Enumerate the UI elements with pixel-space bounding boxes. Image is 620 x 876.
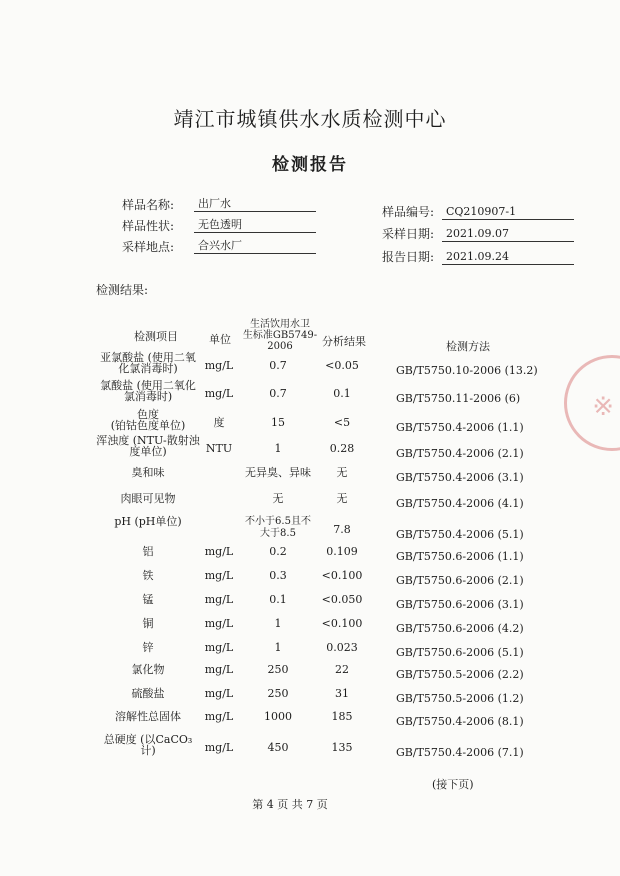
page-footer: 第 4 页 共 7 页 [252, 798, 328, 811]
row-item-line2: 化氯消毒时) [118, 362, 178, 375]
sample-state-value: 无色透明 [194, 218, 316, 233]
row-result: 7.8 [333, 523, 351, 536]
row-item-line1: 亚氯酸盐 (使用二氧 [100, 351, 196, 364]
row-standard: 0.7 [269, 387, 287, 400]
row-method: GB/T5750.6-2006 (2.1) [396, 574, 524, 587]
row-unit: mg/L [204, 641, 234, 654]
row-item [84, 711, 212, 722]
row-standard: 1 [274, 641, 282, 654]
row-standard: 0.1 [269, 593, 287, 606]
row-result: 0.28 [329, 442, 355, 455]
row-method: GB/T5750.4-2006 (4.1) [396, 497, 524, 510]
report-date-label: 报告日期: [382, 250, 435, 264]
row-item [84, 380, 212, 402]
row-result: 135 [331, 741, 353, 754]
header-standard: 生活饮用水卫 生标准GB5749- 2006 [242, 319, 318, 352]
sample-id-label: 样品编号: [382, 205, 435, 219]
sample-state-label: 样品性状: [122, 219, 175, 233]
row-method: GB/T5750.4-2006 (3.1) [396, 471, 524, 484]
row-result: <0.100 [321, 569, 363, 582]
row-item [84, 352, 212, 374]
header-method: 检测方法 [446, 340, 490, 353]
header-item: 检测项目 [134, 330, 178, 343]
row-item-line1: 氯酸盐 (使用二氧化 [100, 379, 196, 392]
row-item [84, 409, 212, 431]
row-standard: 15 [271, 416, 285, 429]
row-result: <0.100 [321, 617, 363, 630]
row-result: 22 [335, 663, 349, 676]
row-method: GB/T5750.4-2006 (7.1) [396, 746, 524, 759]
row-standard: 1 [274, 442, 282, 455]
row-method: GB/T5750.4-2006 (1.1) [396, 421, 524, 434]
row-item [84, 467, 212, 478]
row-item [84, 664, 212, 675]
row-unit: mg/L [204, 741, 234, 754]
row-standard: 无异臭、异味 [245, 466, 311, 479]
row-unit: mg/L [204, 387, 234, 400]
row-item-line1: 肉眼可见物 [120, 492, 176, 505]
row-result: 31 [335, 687, 349, 700]
row-item-line2: 氯消毒时) [123, 390, 173, 403]
row-item-line1: pH (pH单位) [114, 515, 182, 528]
row-item-line1: 铝 [142, 545, 154, 558]
row-method: GB/T5750.4-2006 (5.1) [396, 528, 524, 541]
row-item-line1: 溶解性总固体 [115, 710, 181, 723]
row-item-line1: 色度 [137, 408, 159, 421]
row-result: 无 [336, 466, 348, 479]
row-standard: 0.2 [269, 545, 287, 558]
row-item [84, 570, 212, 581]
row-item-line2: 度单位) [129, 445, 167, 458]
row-unit: NTU [205, 442, 233, 455]
row-standard: 450 [267, 741, 289, 754]
red-seal-mark: ※ [592, 392, 614, 422]
row-item-line1: 锌 [142, 641, 154, 654]
row-item [84, 688, 212, 699]
row-method: GB/T5750.6-2006 (3.1) [396, 598, 524, 611]
header-result: 分析结果 [322, 335, 366, 348]
row-item-line2: 计) [140, 744, 156, 757]
row-unit: mg/L [204, 569, 234, 582]
row-standard: 1 [274, 617, 282, 630]
row-item [84, 734, 212, 756]
row-standard: 不小于6.5且不 大于8.5 [245, 516, 311, 539]
row-unit: mg/L [204, 710, 234, 723]
row-item [84, 642, 212, 653]
org-title: 靖江市城镇供水水质检测中心 [173, 107, 447, 131]
row-result: 185 [331, 710, 353, 723]
header-unit: 单位 [209, 333, 231, 346]
sample-location-value: 合兴水厂 [194, 239, 316, 254]
row-standard: 无 [272, 492, 284, 505]
row-item-line2: (铂钴色度单位) [110, 419, 186, 432]
row-item-line1: 硫酸盐 [131, 687, 165, 700]
row-unit: mg/L [204, 593, 234, 606]
sample-date-label: 采样日期: [382, 227, 435, 241]
sample-name-label: 样品名称: [122, 198, 175, 212]
row-result: <0.050 [321, 593, 363, 606]
row-standard: 0.7 [269, 359, 287, 372]
row-result: 0.109 [326, 545, 358, 558]
row-result: <5 [333, 416, 351, 429]
row-result: 0.1 [333, 387, 351, 400]
row-unit: mg/L [204, 687, 234, 700]
row-result: <0.05 [325, 359, 359, 372]
row-item [84, 435, 212, 457]
row-item-line1: 臭和味 [131, 466, 165, 479]
row-standard: 0.3 [269, 569, 287, 582]
row-standard: 250 [267, 663, 289, 676]
row-unit: 度 [213, 416, 225, 429]
row-item [84, 618, 212, 629]
row-method: GB/T5750.4-2006 (2.1) [396, 447, 524, 460]
row-standard: 250 [267, 687, 289, 700]
row-item-line1: 铜 [142, 617, 154, 630]
results-label: 检测结果: [96, 283, 149, 297]
row-method: GB/T5750.6-2006 (5.1) [396, 646, 524, 659]
row-method: GB/T5750.4-2006 (8.1) [396, 715, 524, 728]
row-method: GB/T5750.10-2006 (13.2) [396, 364, 538, 377]
row-standard: 1000 [264, 710, 292, 723]
report-date-value: 2021.09.24 [442, 250, 574, 265]
row-item-line1: 总硬度 (以CaCO₃ [103, 733, 193, 746]
row-item-line1: 浑浊度 (NTU-散射浊 [96, 434, 200, 447]
row-method: GB/T5750.6-2006 (1.1) [396, 550, 524, 563]
row-result: 无 [336, 492, 348, 505]
row-item [84, 516, 212, 527]
row-method: GB/T5750.5-2006 (2.2) [396, 668, 524, 681]
sample-name-value: 出厂水 [194, 197, 316, 212]
row-item [84, 493, 212, 504]
row-item-line1: 锰 [142, 593, 154, 606]
row-unit: mg/L [204, 663, 234, 676]
row-item-line1: 铁 [142, 569, 154, 582]
row-method: GB/T5750.11-2006 (6) [396, 392, 521, 405]
report-title: 检测报告 [272, 155, 348, 175]
row-result: 0.023 [326, 641, 358, 654]
continued-note: (接下页) [432, 778, 474, 791]
row-item [84, 546, 212, 557]
row-unit: mg/L [204, 359, 234, 372]
row-method: GB/T5750.6-2006 (4.2) [396, 622, 524, 635]
sample-date-value: 2021.09.07 [442, 227, 574, 242]
row-method: GB/T5750.5-2006 (1.2) [396, 692, 524, 705]
row-item-line1: 氯化物 [131, 663, 165, 676]
row-item [84, 594, 212, 605]
sample-id-value: CQ210907-1 [442, 205, 574, 220]
sample-location-label: 采样地点: [122, 240, 175, 254]
row-unit: mg/L [204, 545, 234, 558]
row-unit: mg/L [204, 617, 234, 630]
